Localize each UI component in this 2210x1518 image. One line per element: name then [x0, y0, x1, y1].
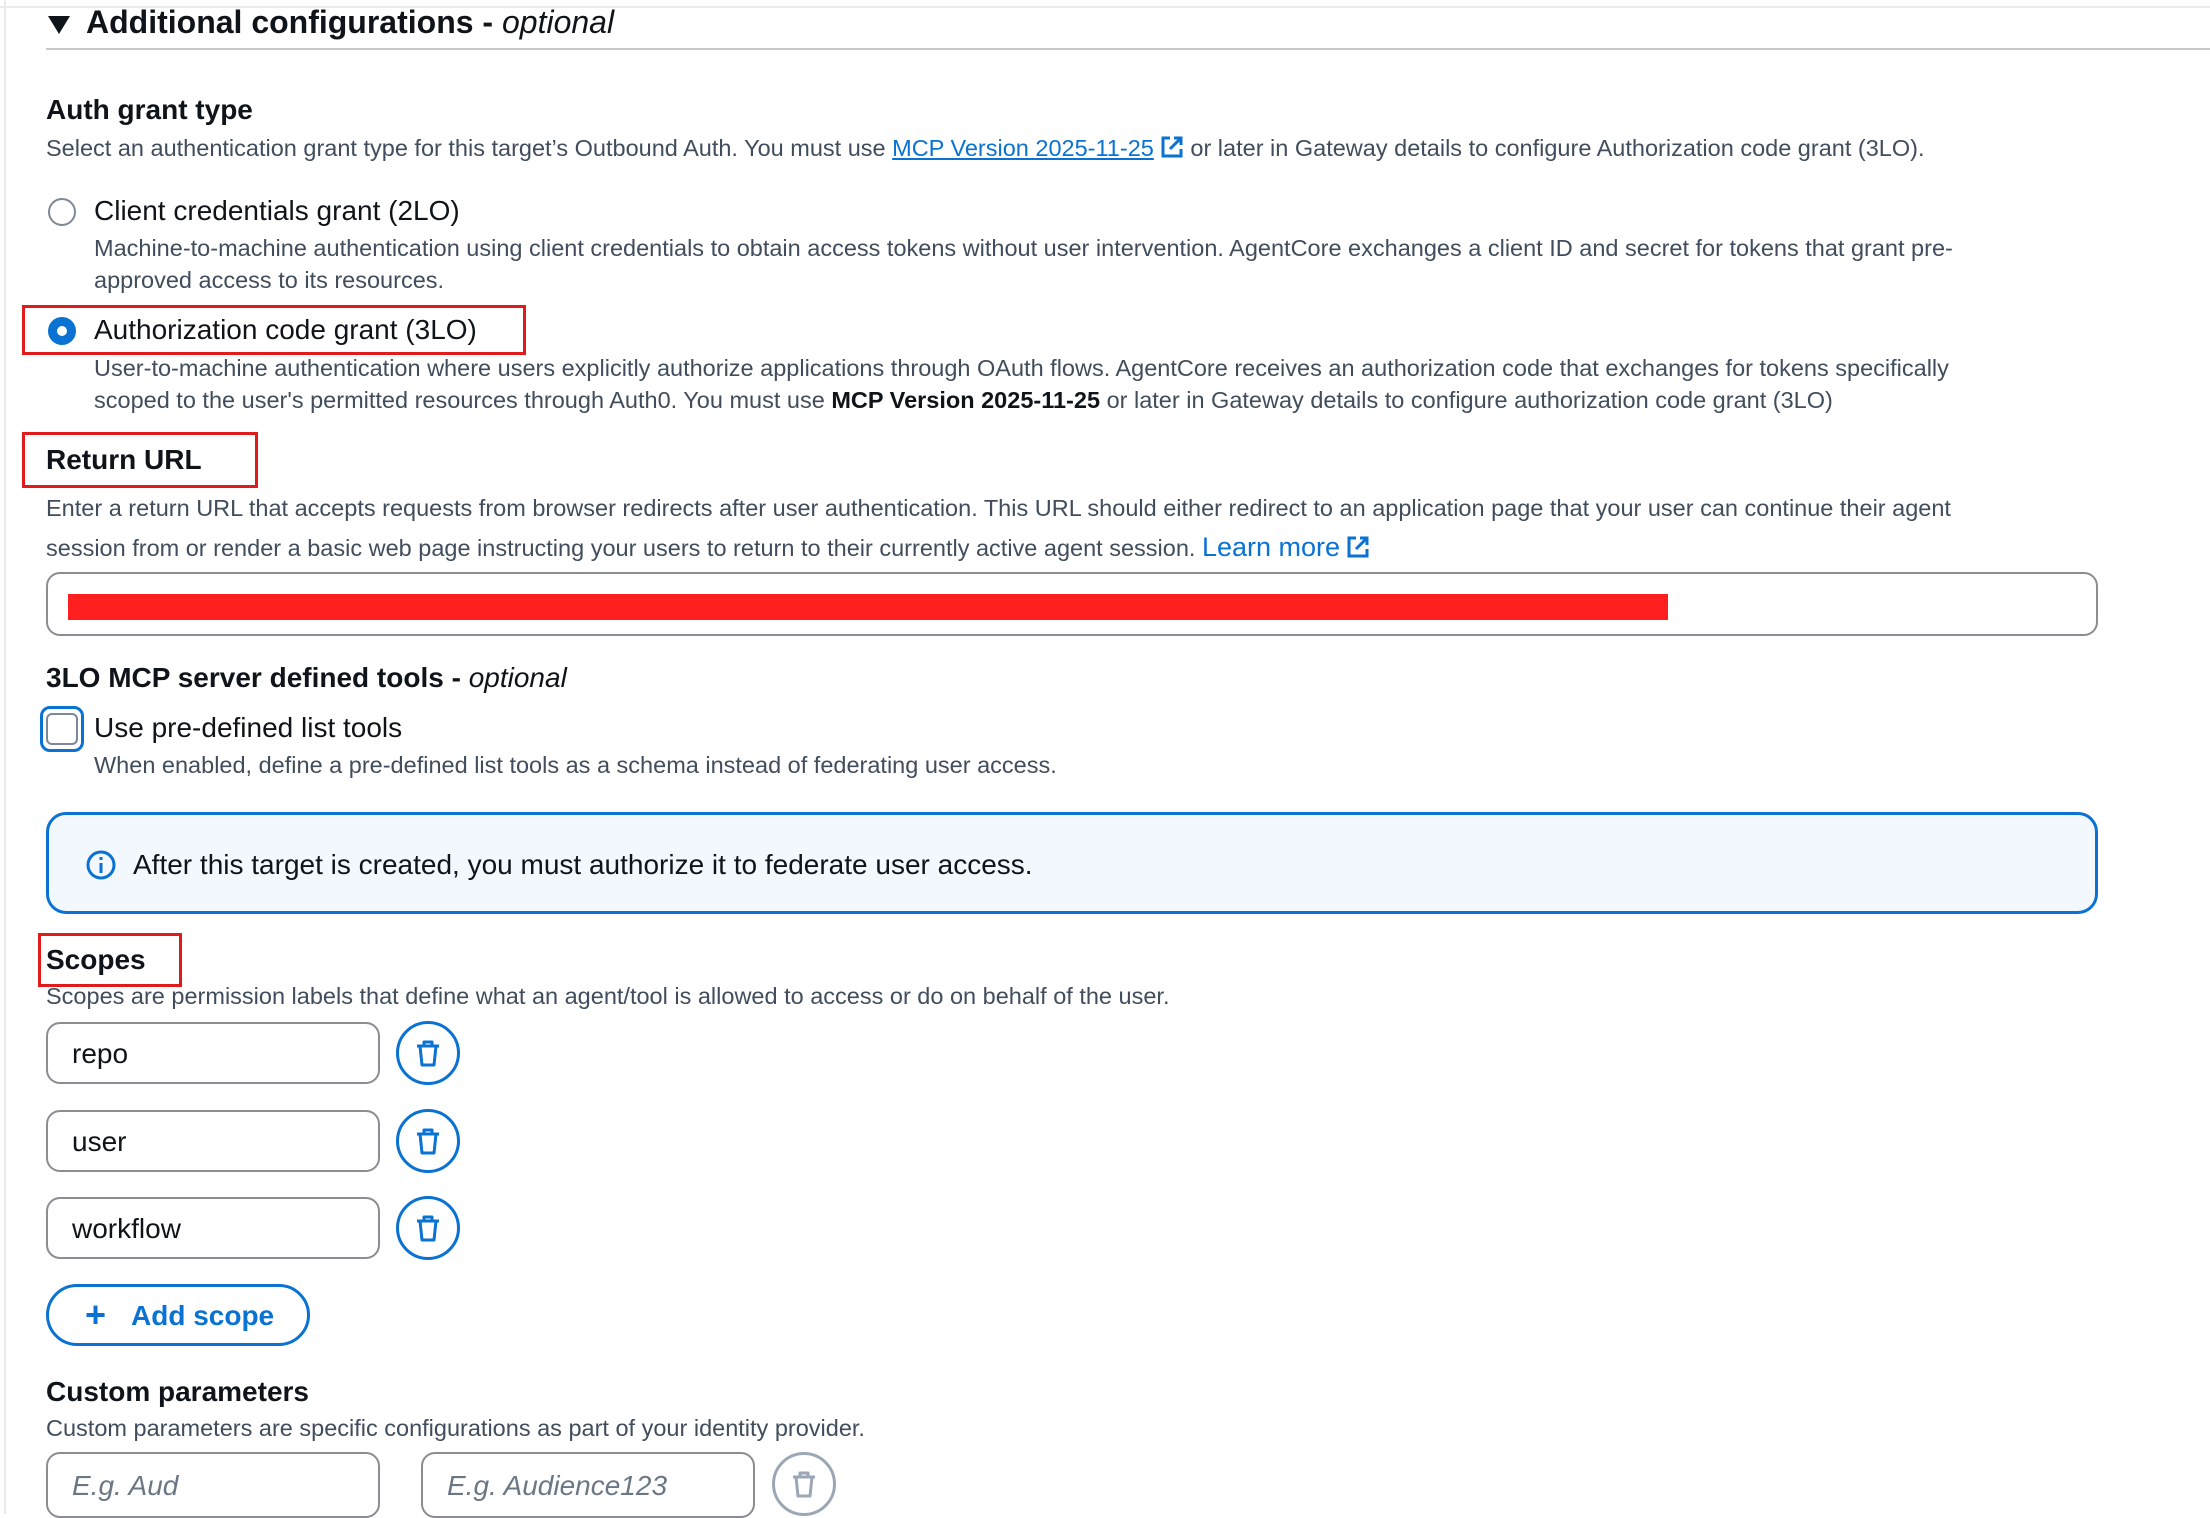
option-label-3lo[interactable]: Authorization code grant (3LO)	[94, 314, 477, 345]
predefined-tools-description: When enabled, define a pre-defined list tools as a schema instead of federating user access.	[94, 752, 1057, 778]
remove-scope-button[interactable]	[396, 1196, 460, 1260]
option-label-2lo[interactable]: Client credentials grant (2LO)	[94, 195, 460, 226]
caret-down-icon	[48, 16, 70, 34]
external-link-icon	[1346, 535, 1370, 559]
remove-scope-button[interactable]	[396, 1109, 460, 1173]
section-title: Additional configurations - optional	[86, 4, 615, 40]
remove-scope-button[interactable]	[396, 1021, 460, 1085]
info-alert	[46, 812, 2098, 914]
trash-icon	[413, 1126, 443, 1156]
plus-icon: +	[85, 1294, 107, 1335]
info-alert-text: After this target is created, you must authorize it to federate user access.	[133, 849, 1033, 880]
info-icon	[85, 849, 117, 881]
section-divider	[46, 48, 2210, 50]
return-url-label: Return URL	[46, 444, 202, 475]
trash-icon	[789, 1469, 819, 1499]
predefined-tools-checkbox[interactable]	[46, 713, 78, 745]
add-scope-label: Add scope	[131, 1300, 275, 1331]
learn-more-link[interactable]: Learn more	[1202, 532, 1370, 562]
auth-grant-description: Select an authentication grant type for this target’s Outbound Auth. You must use MCP Version 2025-11-25 or later in Gateway details to configure Authorization code grant (3LO).	[46, 135, 1925, 161]
custom-params-label: Custom parameters	[46, 1376, 309, 1407]
page-left-border	[4, 0, 6, 1514]
remove-param-button[interactable]	[772, 1452, 836, 1516]
custom-params-description: Custom parameters are specific configurations as part of your identity provider.	[46, 1415, 865, 1441]
scope-input-workflow[interactable]: workflow	[46, 1197, 380, 1259]
scope-input-user[interactable]: user	[46, 1110, 380, 1172]
scopes-label: Scopes	[46, 944, 146, 975]
radio-client-credentials[interactable]	[48, 198, 76, 226]
redacted-url-value	[68, 594, 1668, 620]
predefined-tools-label[interactable]: Use pre-defined list tools	[94, 712, 403, 743]
option-desc-3lo-line1: User-to-machine authentication where users explicitly authorize applications through OAuth flows. AgentCore receives an authorization code that exchanges for tokens specifically	[94, 355, 1949, 381]
scope-input-repo[interactable]: repo	[46, 1022, 380, 1084]
option-desc-3lo-line2: scoped to the user's permitted resources through Auth0. You must use MCP Version 2025-11-25 or later in Gateway details to configure authorization code grant (3LO)	[94, 387, 1833, 413]
auth-grant-label: Auth grant type	[46, 94, 253, 125]
return-url-desc-line1: Enter a return URL that accepts requests from browser redirects after user authentication. This URL should either redirect to an application page that your user can continue their agent	[46, 495, 1951, 521]
return-url-input[interactable]	[46, 572, 2098, 636]
trash-icon	[413, 1213, 443, 1243]
option-desc-2lo-line1: Machine-to-machine authentication using client credentials to obtain access tokens without user intervention. AgentCore exchanges a client ID and secret for tokens that grant pre-	[94, 235, 1953, 261]
radio-authorization-code[interactable]	[48, 317, 76, 345]
external-link-icon	[1160, 135, 1184, 159]
option-desc-2lo-line2: approved access to its resources.	[94, 267, 445, 293]
tools-label: 3LO MCP server defined tools - optional	[46, 662, 567, 693]
param-key-input[interactable]: E.g. Aud	[46, 1452, 380, 1518]
scopes-description: Scopes are permission labels that define what an agent/tool is allowed to access or do on behalf of the user.	[46, 983, 1170, 1009]
return-url-desc-line2: session from or render a basic web page instructing your users to return to their currently active agent session. Learn more	[46, 531, 1370, 565]
param-value-input[interactable]: E.g. Audience123	[421, 1452, 755, 1518]
trash-icon	[413, 1038, 443, 1068]
add-scope-button[interactable]	[46, 1284, 310, 1346]
mcp-version-link[interactable]: MCP Version 2025-11-25	[892, 135, 1184, 161]
